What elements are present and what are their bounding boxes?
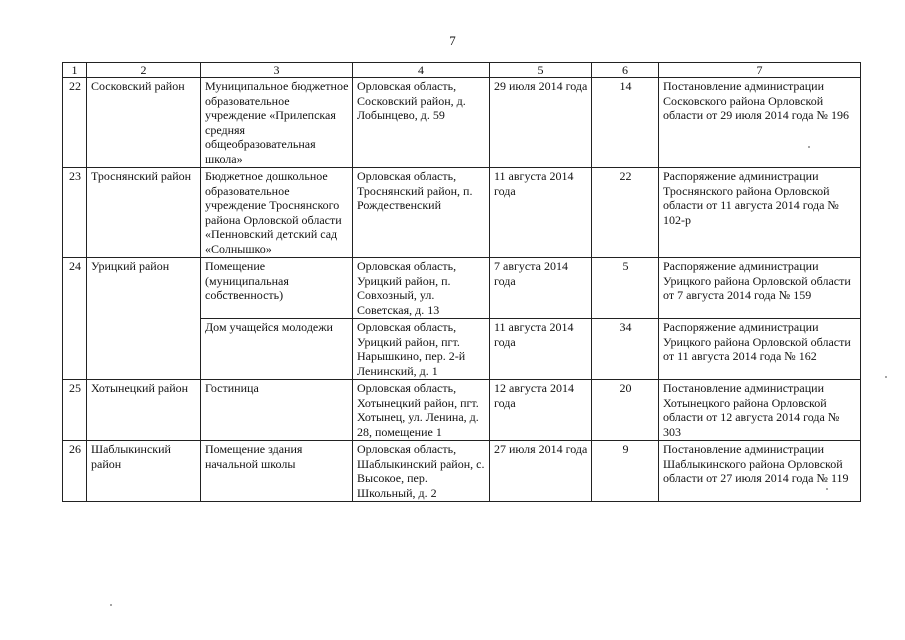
address-cell: Орловская область, Сосковский район, д. Лобынцево, д. 59 [353,78,490,168]
address-cell: Орловская область, Шаблыкинский район, с. Высокое, пер. Школьный, д. 2 [353,441,490,502]
page-number: 7 [449,33,456,48]
count-cell: 34 [592,319,659,380]
scan-speck [808,146,810,148]
count-cell: 9 [592,441,659,502]
object-cell: Гостиница [201,380,353,441]
header-col-5: 5 [490,63,592,78]
object-cell: Помещение здания начальной школы [201,441,353,502]
object-cell: Муниципальное бюджетное образовательное учреждение «Прилепская средняя общеобразовательная школа» [201,78,353,168]
district-cell: Урицкий район [87,258,201,380]
header-col-6: 6 [592,63,659,78]
header-col-3: 3 [201,63,353,78]
document-cell: Постановление администрации Шаблыкинского района Орловской области от 27 июля 2014 года № 119 [659,441,861,502]
address-cell: Орловская область, Хотынецкий район, пгт. Хотынец, ул. Ленина, д. 28, помещение 1 [353,380,490,441]
document-cell: Постановление администрации Сосковского района Орловской области от 29 июля 2014 года № 196 [659,78,861,168]
district-cell: Троснянский район [87,168,201,258]
object-cell: Дом учащейся молодежи [201,319,353,380]
document-cell: Постановление администрации Хотынецкого района Орловской области от 12 августа 2014 года № 303 [659,380,861,441]
register-table [62,62,861,502]
district-cell: Шаблыкинский район [87,441,201,502]
date-cell: 11 августа 2014 года [490,168,592,258]
row-number: 24 [63,258,87,380]
row-number: 22 [63,78,87,168]
header-col-4: 4 [353,63,490,78]
date-cell: 11 августа 2014 года [490,319,592,380]
count-cell: 5 [592,258,659,319]
address-cell: Орловская область, Урицкий район, п. Совхозный, ул. Советская, д. 13 [353,258,490,319]
object-cell: Бюджетное дошкольное образовательное учреждение Троснянского района Орловской области «Пенновский детский сад «Солнышко» [201,168,353,258]
document-cell: Распоряжение администрации Троснянского района Орловской области от 11 августа 2014 года № 102-р [659,168,861,258]
table-row [63,258,861,319]
address-cell: Орловская область, Троснянский район, п. Рождественский [353,168,490,258]
date-cell: 12 августа 2014 года [490,380,592,441]
date-cell: 27 июля 2014 года [490,441,592,502]
district-cell: Хотынецкий район [87,380,201,441]
table-row [63,441,861,502]
header-col-1: 1 [63,63,87,78]
document-cell: Распоряжение администрации Урицкого района Орловской области от 11 августа 2014 года № 162 [659,319,861,380]
header-row [63,63,861,78]
scan-speck [885,376,887,378]
row-number: 25 [63,380,87,441]
district-cell: Сосковский район [87,78,201,168]
object-cell: Помещение (муниципальная собственность) [201,258,353,319]
count-cell: 14 [592,78,659,168]
scan-speck [826,488,828,490]
count-cell: 20 [592,380,659,441]
row-number: 26 [63,441,87,502]
table-row [63,78,861,168]
address-cell: Орловская область, Урицкий район, пгт. Нарышкино, пер. 2-й Ленинский, д. 1 [353,319,490,380]
header-col-2: 2 [87,63,201,78]
scan-speck [110,604,112,606]
row-number: 23 [63,168,87,258]
header-col-7: 7 [659,63,861,78]
table-row [63,168,861,258]
table-row [63,380,861,441]
date-cell: 29 июля 2014 года [490,78,592,168]
count-cell: 22 [592,168,659,258]
document-cell: Распоряжение администрации Урицкого района Орловской области от 7 августа 2014 года № 159 [659,258,861,319]
date-cell: 7 августа 2014 года [490,258,592,319]
